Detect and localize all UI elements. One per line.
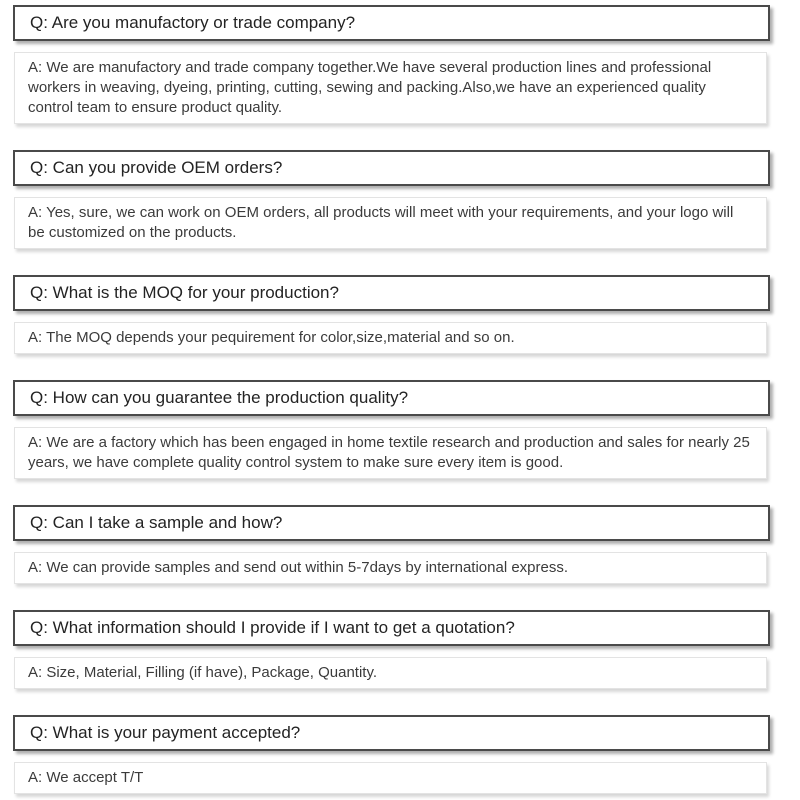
faq-section [13,505,770,584]
answer-text: A: Yes, sure, we can work on OEM orders, all products will meet with your requirements, and your logo will be customized on the products. [28,204,734,241]
answer-box [14,552,767,584]
answer-text: A: We can provide samples and send out within 5-7days by international express. [28,559,569,576]
faq-section [13,380,770,479]
answer-text: A: We are a factory which has been engaged in home textile research and production and sales for nearly 25 years, we have complete quality control system to make sure every item is good. [28,434,750,471]
question-text: Q: Can you provide OEM orders? [30,158,283,177]
question-text: Q: How can you guarantee the production quality? [30,388,409,407]
answer-box [14,427,767,479]
answer-box [14,657,767,689]
question-text: Q: What is your payment accepted? [30,723,301,742]
question-text: Q: Can I take a sample and how? [30,513,283,532]
question-text: Q: Are you manufactory or trade company? [30,13,356,32]
answer-box [14,197,767,249]
faq-section [13,610,770,689]
question-box [13,380,770,416]
answer-text: A: We are manufactory and trade company together.We have several production lines and professional workers in weaving, dyeing, printing, cutting, sewing and packing.Also,we have an experienced quality control team to ensure product quality. [28,59,712,116]
question-box [13,505,770,541]
faq-section [13,5,770,124]
answer-text: A: Size, Material, Filling (if have), Package, Quantity. [28,664,378,681]
question-box [13,610,770,646]
answer-box [14,52,767,124]
faq-section [13,715,770,794]
answer-text: A: We accept T/T [28,769,144,786]
faq-section [13,275,770,354]
question-box [13,715,770,751]
question-box [13,275,770,311]
answer-box [14,322,767,354]
question-box [13,5,770,41]
question-text: Q: What information should I provide if I want to get a quotation? [30,618,515,637]
faq-section [13,150,770,249]
question-box [13,150,770,186]
question-text: Q: What is the MOQ for your production? [30,283,339,302]
answer-box [14,762,767,794]
answer-text: A: The MOQ depends your pequirement for color,size,material and so on. [28,329,515,346]
